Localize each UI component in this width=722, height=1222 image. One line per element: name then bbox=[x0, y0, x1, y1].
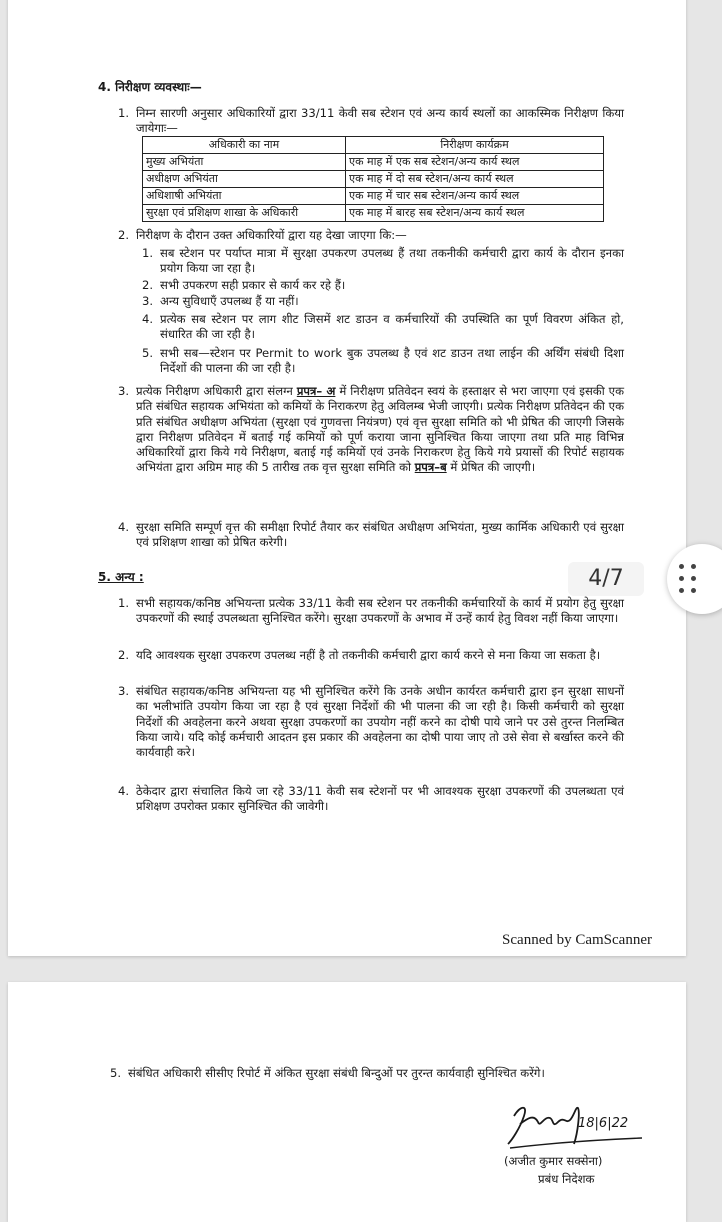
form-a-reference: प्रपत्र– अ bbox=[296, 384, 336, 398]
item-number: 1. bbox=[118, 596, 130, 610]
table-cell: एक माह में एक सब स्टेशन/अन्य कार्य स्थल bbox=[346, 154, 604, 171]
sub-item-number: 1. bbox=[142, 246, 154, 260]
grip-dot bbox=[679, 588, 684, 593]
signatory-name: (अजीत कुमार सक्सेना) bbox=[504, 1154, 603, 1168]
section-5-item-4 bbox=[118, 784, 624, 815]
section-4-heading: 4. निरीक्षण व्यवस्थाः— bbox=[98, 80, 202, 94]
item-text: सुरक्षा समिति सम्पूर्ण वृत्त की समीक्षा रिपोर्ट तैयार कर संबंधित अधीक्षण अभियंता, मुख्य कार्मिक अधिकारी एवं सुरक्षा एवं प्रशिक्षण शाखा को प्रेषित करेगी। bbox=[136, 520, 624, 550]
grip-dot bbox=[679, 564, 684, 569]
item-number: 4. bbox=[118, 784, 130, 798]
table-cell: एक माह में चार सब स्टेशन/अन्य कार्य स्थल bbox=[346, 188, 604, 205]
section-5-item-1 bbox=[118, 596, 624, 627]
section-5-heading: 5. अन्य : bbox=[98, 570, 144, 584]
section-5-item-3 bbox=[118, 684, 624, 760]
form-b-reference: प्रपत्र–ब bbox=[414, 460, 447, 475]
table-row bbox=[143, 205, 604, 222]
table-cell: एक माह में दो सब स्टेशन/अन्य कार्य स्थल bbox=[346, 171, 604, 188]
section-4-item-4 bbox=[118, 520, 624, 551]
sub-item-text: अन्य सुविधाएँ उपलब्ध हैं या नहीं। bbox=[160, 294, 299, 308]
item-3-text-part2: में निरीक्षण प्रतिवेदन स्वयं के हस्ताक्षर से भरा जाएगा एवं इसकी एक प्रति संबंधित सहायक अभियंता को कमियों के निराकरण हेतु अविलम्ब भेजी जाएगी। प्रत्येक निरीक्षण प्रतिवेदन की एक प्रति संबंधित अधीक्षण अभियंता (सुरक्षा एवं गुणवत्ता नियंत्रण) एवं वृत्त सुरक्षा समिति को भी प्रेषित की जाएगी जिसके द्वारा निरीक्षण प्रतिवेदन में बताई गई कमियों को पूर्ण कराया जाना सुनिश्चित किया जाएगा तथा प्रति माह विभिन्न अधिकारियों द्वारा किये गये निरीक्षण, बताई गई कमियों एवं उनके निराकरण हेतु किये गये प्रयासों की रिपोर्ट सहायक अभियंता द्वारा अग्रिम माह की 5 तारीख तक वृत्त सुरक्षा समिति को bbox=[136, 384, 625, 475]
item-number: 2. bbox=[118, 228, 130, 242]
table-cell: सुरक्षा एवं प्रशिक्षण शाखा के अधिकारी bbox=[143, 205, 346, 222]
sub-item-number: 4. bbox=[142, 312, 154, 326]
sub-item-number: 5. bbox=[142, 346, 154, 360]
sub-item-text: सब स्टेशन पर पर्याप्त मात्रा में सुरक्षा उपकरण उपलब्ध हैं तथा तकनीकी कर्मचारी द्वारा कार्य के दौरान इनका प्रयोग किया जा रहा है। bbox=[160, 246, 624, 276]
sub-item-text: प्रत्येक सब स्टेशन पर लाग शीट जिसमें शट डाउन व कर्मचारियों की उपस्थिति का पूर्ण विवरण अंकित हो, संधारित की जा रही है। bbox=[160, 312, 624, 342]
sub-item bbox=[142, 294, 624, 309]
sub-item bbox=[142, 312, 624, 343]
page-indicator: 4/7 bbox=[568, 562, 644, 596]
scanner-watermark: Scanned by CamScanner bbox=[502, 932, 652, 948]
sub-item bbox=[142, 278, 624, 293]
section-4-item-3 bbox=[118, 384, 624, 476]
document-page-1 bbox=[8, 0, 686, 956]
grip-dot bbox=[679, 576, 684, 581]
sub-item-number: 2. bbox=[142, 278, 154, 292]
grip-dot bbox=[691, 588, 696, 593]
item-text bbox=[136, 384, 624, 476]
table-cell: अधीक्षण अभियंता bbox=[143, 171, 346, 188]
table-cell: एक माह में बारह सब स्टेशन/अन्य कार्य स्थल bbox=[346, 205, 604, 222]
item-number: 3. bbox=[118, 684, 130, 698]
table-row bbox=[143, 154, 604, 171]
inspection-table bbox=[142, 136, 604, 222]
grip-dot bbox=[691, 576, 696, 581]
sub-item bbox=[142, 346, 624, 377]
table-header-schedule: निरीक्षण कार्यक्रम bbox=[346, 137, 604, 154]
item-3-text-part1: प्रत्येक निरीक्षण अधिकारी द्वारा संलग्न bbox=[136, 384, 293, 398]
table-header-row bbox=[143, 137, 604, 154]
signature-date: 18|6|22 bbox=[578, 1116, 629, 1131]
table-row bbox=[143, 171, 604, 188]
section-5-item-2 bbox=[118, 648, 624, 663]
section-5-item-5 bbox=[110, 1066, 626, 1081]
item-number: 4. bbox=[118, 520, 130, 534]
item-text: सभी सहायक/कनिष्ठ अभियन्ता प्रत्येक 33/11 केवी सब स्टेशन पर तकनीकी कर्मचारियों के कार्य में प्रयोग हेतु सुरक्षा उपकरणों की स्थाई उपलब्धता सुनिश्चित करेंगे। सुरक्षा उपकरणों के अभाव में उन्हें कार्य हेतु विवश नहीं किया जाएगा। bbox=[136, 596, 624, 626]
document-page-2 bbox=[8, 982, 686, 1222]
item-text: संबंधित सहायक/कनिष्ठ अभियन्ता यह भी सुनिश्चित करेंगे कि उनके अधीन कार्यरत कर्मचारी द्वारा इन सुरक्षा साधनों का भलीभांति उपयोग किया जा रहा है एवं सुरक्षा निर्देशों की भी पालना की जा रही है। किसी कर्मचारी को सुरक्षा निर्देशों की अवहेलना करने अथवा सुरक्षा उपकरणों का उपयोग नहीं करने का दोषी पाये जाने पर उसे तुरन्त निलम्बित किया जाये। यदि कोई कर्मचारी आदतन इस प्रकार की अवहेलना का दोषी पाया जाए तो उसे सेवा से बर्खास्त करने की कार्यवाही करे। bbox=[136, 684, 624, 760]
item-text: निम्न सारणी अनुसार अधिकारियों द्वारा 33/11 केवी सब स्टेशन एवं अन्य कार्य स्थलों का आकस्मिक निरीक्षण किया जायेगाः— bbox=[136, 106, 624, 136]
signatory-designation: प्रबंध निदेशक bbox=[538, 1172, 595, 1186]
item-text: संबंधित अधिकारी सीसीए रिपोर्ट में अंकित सुरक्षा संबंधी बिन्दुओं पर तुरन्त कार्यवाही सुनिश्चित करेंगे। bbox=[128, 1066, 545, 1080]
table-header-officer: अधिकारी का नाम bbox=[143, 137, 346, 154]
section-4-item-2 bbox=[118, 228, 624, 243]
grip-dot bbox=[691, 564, 696, 569]
table-row bbox=[143, 188, 604, 205]
item-number: 5. bbox=[110, 1066, 122, 1080]
item-text: ठेकेदार द्वारा संचालित किये जा रहे 33/11 केवी सब स्टेशनों पर भी आवश्यक सुरक्षा उपकरणों की उपलब्धता एवं प्रशिक्षण उपरोक्त प्रकार सुनिश्चित की जावेगी। bbox=[136, 784, 624, 814]
item-3-text-part3: में प्रेषित की जाएगी। bbox=[450, 460, 536, 475]
section-4-item-1 bbox=[118, 106, 624, 137]
sub-item bbox=[142, 246, 624, 277]
item-number: 2. bbox=[118, 648, 130, 662]
sub-item-text: सभी सब—स्टेशन पर Permit to work बुक उपलब्ध है एवं शट डाउन तथा लाईन की अर्थिंग संबंधी दिशा निर्देशों की पालना की जा रही है। bbox=[160, 346, 624, 376]
item-text: निरीक्षण के दौरान उक्त अधिकारियों द्वारा यह देखा जाएगा कि:— bbox=[136, 228, 407, 242]
table-cell: मुख्य अभियंता bbox=[143, 154, 346, 171]
sub-item-number: 3. bbox=[142, 294, 154, 308]
item-number: 1. bbox=[118, 106, 130, 120]
item-text: यदि आवश्यक सुरक्षा उपकरण उपलब्ध नहीं है तो तकनीकी कर्मचारी द्वारा कार्य करने से मना किया जा सकता है। bbox=[136, 648, 601, 662]
sub-item-text: सभी उपकरण सही प्रकार से कार्य कर रहे हैं। bbox=[160, 278, 346, 292]
table-cell: अधिशाषी अभियंता bbox=[143, 188, 346, 205]
item-number: 3. bbox=[118, 384, 130, 398]
